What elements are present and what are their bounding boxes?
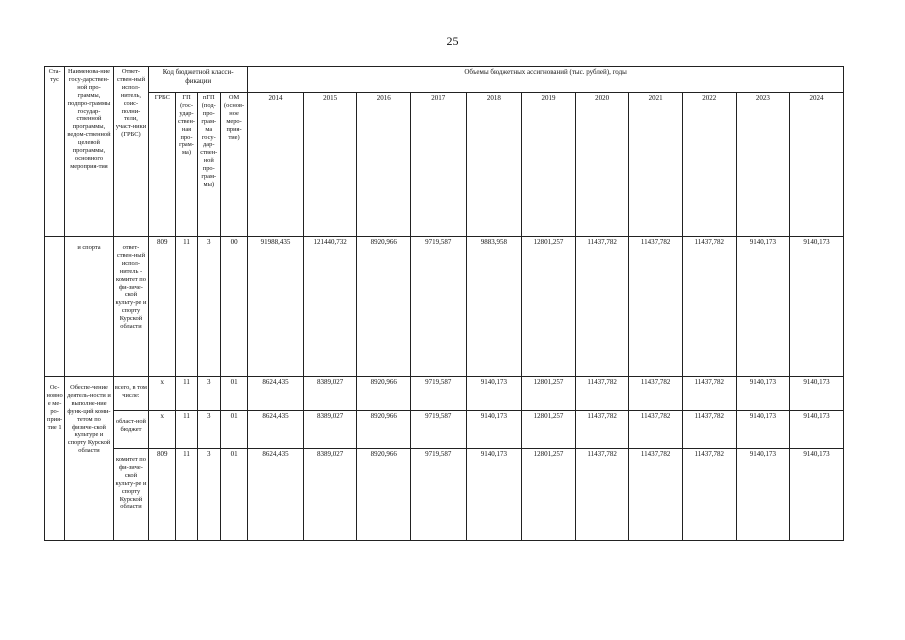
- header-year: 2015: [303, 93, 357, 237]
- row-value: 8920,966: [357, 449, 411, 541]
- row-om: 00: [220, 237, 247, 377]
- row-value: 8920,966: [357, 377, 411, 411]
- row-value: 11437,782: [575, 377, 629, 411]
- row-pgp: 3: [197, 411, 220, 449]
- row-value: 9719,587: [411, 449, 467, 541]
- row-value: 121440,732: [303, 237, 357, 377]
- row-value: 12801,257: [522, 237, 576, 377]
- row-pgp: 3: [197, 237, 220, 377]
- row-value: 9719,587: [411, 377, 467, 411]
- header-year: 2023: [736, 93, 790, 237]
- row-value: 11437,782: [682, 237, 736, 377]
- row-om: 01: [220, 377, 247, 411]
- row-value: 11437,782: [682, 377, 736, 411]
- row-responsible: всего, в том числе:: [113, 377, 148, 411]
- header-status: Ста-тус: [45, 67, 65, 237]
- budget-table: [44, 66, 844, 541]
- row-value: 8624,435: [248, 411, 304, 449]
- row-responsible: ответ-ствен-ный испол-нитель - комитет по фи-зиче-ской культу-ре и спорту Курской области: [113, 237, 148, 377]
- row-value: 9883,958: [466, 237, 522, 377]
- row-value: 8624,435: [248, 449, 304, 541]
- row-value: 12801,257: [522, 411, 576, 449]
- header-year: 2024: [790, 93, 844, 237]
- row-grbs: х: [149, 411, 176, 449]
- header-year: 2020: [575, 93, 629, 237]
- table-row: [45, 237, 844, 377]
- row-value: 11437,782: [629, 411, 683, 449]
- row-value: 9140,173: [466, 449, 522, 541]
- table-body: [45, 237, 844, 541]
- row-value: 12801,257: [522, 449, 576, 541]
- row-value: 8389,027: [303, 411, 357, 449]
- row-status: Ос-новное ме-ро-прия-тие 1: [45, 377, 65, 541]
- row-value: 9140,173: [736, 411, 790, 449]
- row-value: 9140,173: [736, 237, 790, 377]
- header-year: 2019: [522, 93, 576, 237]
- row-value: 91988,435: [248, 237, 304, 377]
- row-value: 12801,257: [522, 377, 576, 411]
- row-gp: 11: [176, 411, 197, 449]
- row-value: 9140,173: [790, 449, 844, 541]
- row-name: Обеспе-чение деятель-ности и выполне-ние функ-ций коми-тетом по физиче-ской культуре и спорту Курской области: [65, 377, 114, 541]
- row-value: 9140,173: [790, 411, 844, 449]
- row-value: 9719,587: [411, 411, 467, 449]
- row-value: 8624,435: [248, 377, 304, 411]
- header-year: 2018: [466, 93, 522, 237]
- row-grbs: 809: [149, 237, 176, 377]
- table-row: [45, 377, 844, 411]
- row-value: 9140,173: [736, 449, 790, 541]
- row-value: 9140,173: [466, 411, 522, 449]
- row-om: 01: [220, 449, 247, 541]
- page-number: 25: [446, 34, 459, 48]
- header-name: Наименова-ние госу-дарствен-ной про-граммы, подпро-граммы государ-ственной программы, ведом-ственной целевой программы, основного мероприя-тия: [65, 67, 114, 237]
- header-year: 2022: [682, 93, 736, 237]
- row-value: 9140,173: [736, 377, 790, 411]
- row-grbs: х: [149, 377, 176, 411]
- row-value: 11437,782: [575, 411, 629, 449]
- row-value: 9140,173: [466, 377, 522, 411]
- row-value: 8920,966: [357, 411, 411, 449]
- header-code-group: Код бюджетной класси-фикации: [149, 67, 248, 93]
- row-gp: 11: [176, 449, 197, 541]
- header-gp: ГП (гос-удар-ствен-ная про-грам-ма): [176, 93, 197, 237]
- table-row: [45, 411, 844, 449]
- row-pgp: 3: [197, 449, 220, 541]
- header-year: 2016: [357, 93, 411, 237]
- row-responsible: област-ной бюджет: [113, 411, 148, 449]
- header-om: ОМ (основ-ное меро-прия-тие): [220, 93, 247, 237]
- row-gp: 11: [176, 237, 197, 377]
- header-grbs: ГРБС: [149, 93, 176, 237]
- header-pgp: пГП (под-про-грам-ма госу-дар-ствен-ной про-грам-мы): [197, 93, 220, 237]
- row-value: 8389,027: [303, 449, 357, 541]
- header-volumes-group: Объемы бюджетных ассигнований (тыс. рублей), годы: [248, 67, 844, 93]
- row-name: и спорта: [65, 237, 114, 377]
- table-header: [45, 67, 844, 237]
- row-om: 01: [220, 411, 247, 449]
- row-value: 9140,173: [790, 377, 844, 411]
- row-pgp: 3: [197, 377, 220, 411]
- row-status: [45, 237, 65, 377]
- row-value: 11437,782: [629, 377, 683, 411]
- row-value: 11437,782: [682, 449, 736, 541]
- row-value: 11437,782: [629, 449, 683, 541]
- header-year: 2017: [411, 93, 467, 237]
- row-value: 9140,173: [790, 237, 844, 377]
- row-gp: 11: [176, 377, 197, 411]
- table-row: [45, 449, 844, 541]
- row-value: 8389,027: [303, 377, 357, 411]
- row-value: 11437,782: [629, 237, 683, 377]
- row-grbs: 809: [149, 449, 176, 541]
- row-value: 8920,966: [357, 237, 411, 377]
- row-responsible: комитет по фи-зиче-ской культу-ре и спорту Курской области: [113, 449, 148, 541]
- header-responsible: Ответ-ствен-ный испол-нитель, соис-полни-тели, участ-ники (ГРБС): [113, 67, 148, 237]
- row-value: 11437,782: [575, 237, 629, 377]
- row-value: 9719,587: [411, 237, 467, 377]
- header-year: 2021: [629, 93, 683, 237]
- row-value: 11437,782: [682, 411, 736, 449]
- header-year: 2014: [248, 93, 304, 237]
- row-value: 11437,782: [575, 449, 629, 541]
